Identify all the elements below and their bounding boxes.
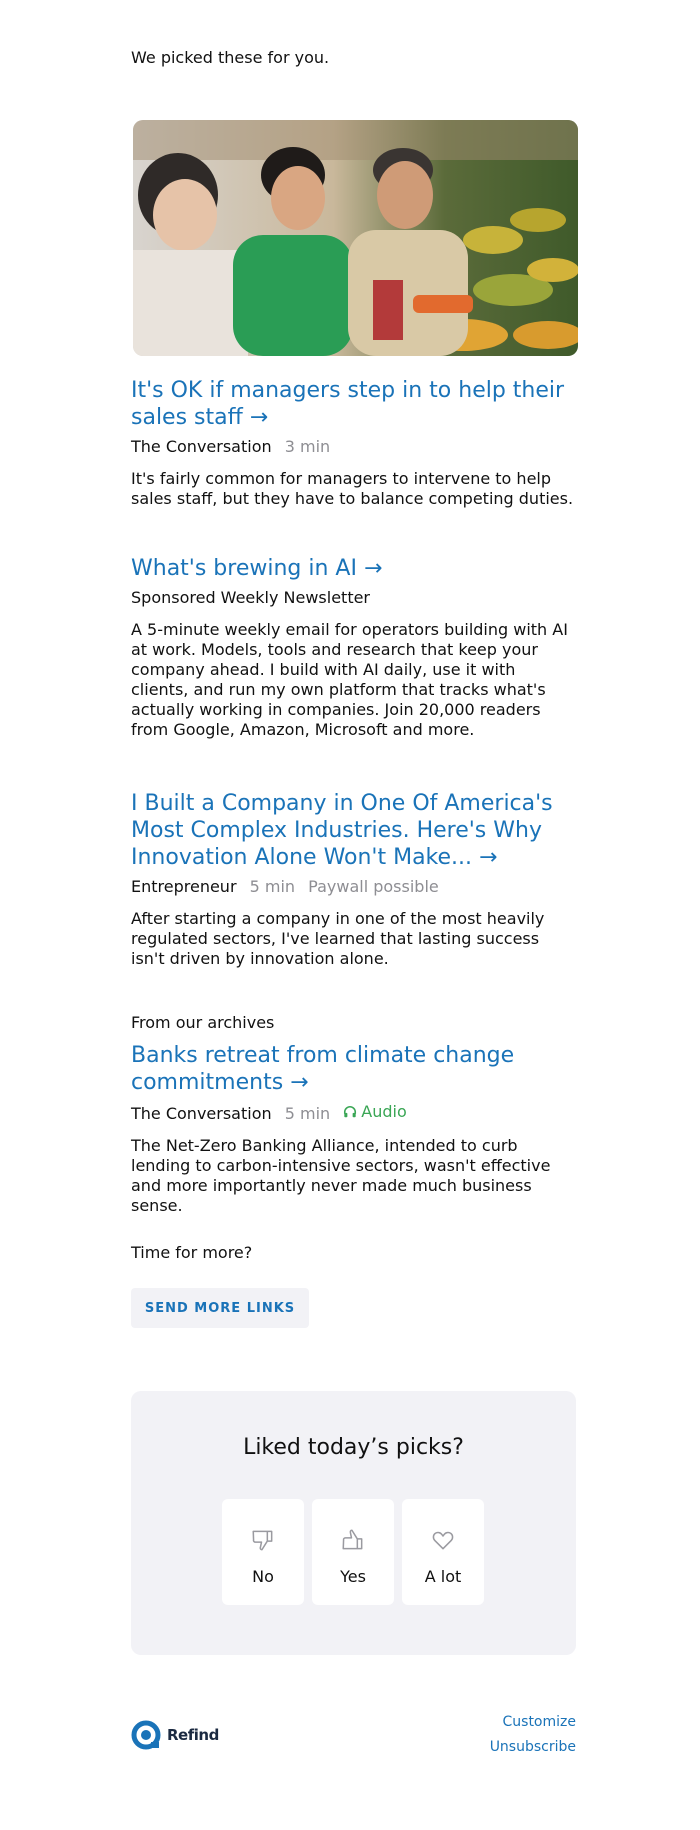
- article-meta: [131, 437, 576, 457]
- article-meta: [131, 1102, 576, 1124]
- paywall-note: Paywall possible: [308, 877, 439, 896]
- read-time: 5 min: [284, 1104, 331, 1123]
- archives-label: From our archives: [131, 1013, 275, 1032]
- headphones-icon: [343, 1105, 357, 1119]
- feedback-heading: Liked today’s picks?: [243, 1435, 464, 1460]
- article-description: It's fairly common for managers to intervene to help sales staff, but they have to balance competing duties.: [131, 469, 574, 508]
- feedback-label: No: [252, 1567, 274, 1586]
- thumbs-down-icon: [250, 1527, 276, 1553]
- more-prompt: Time for more?: [131, 1243, 253, 1262]
- audio-link[interactable]: [343, 1102, 406, 1122]
- article-item: [131, 790, 576, 969]
- unsubscribe-link[interactable]: Unsubscribe: [489, 1739, 576, 1755]
- article-description: A 5-minute weekly email for operators building with AI at work. Models, tools and research that keep your company ahead. I build with AI daily, use it with clients, and run my own platform that tracks what's actually working in companies. Join 20,000 readers from Google, Amazon, Microsoft and more.: [131, 620, 568, 739]
- feedback-panel: [131, 1391, 576, 1655]
- article-source: Sponsored Weekly Newsletter: [131, 588, 371, 607]
- feedback-yes-button[interactable]: [312, 1499, 394, 1605]
- heart-icon: [430, 1527, 456, 1553]
- refind-logo-icon: [131, 1720, 161, 1750]
- article-meta: [131, 877, 576, 897]
- thumbs-up-icon: [340, 1527, 366, 1553]
- article-title-link[interactable]: What's brewing in AI →: [131, 556, 383, 581]
- read-time: 5 min: [249, 877, 296, 896]
- feedback-label: Yes: [340, 1567, 366, 1586]
- intro-text: We picked these for you.: [131, 48, 330, 67]
- article-source: The Conversation: [131, 437, 272, 456]
- feedback-label: A lot: [424, 1567, 462, 1586]
- article-item: [131, 377, 576, 509]
- article-source: The Conversation: [131, 1104, 272, 1123]
- article-meta: [131, 588, 576, 608]
- article-title-link[interactable]: I Built a Company in One Of America's Most Complex Industries. Here's Why Innovation Alone Won't Make... →: [131, 791, 553, 870]
- feedback-a-lot-button[interactable]: [402, 1499, 484, 1605]
- article-source: Entrepreneur: [131, 877, 237, 896]
- article-title-link[interactable]: It's OK if managers step in to help their sales staff →: [131, 378, 565, 430]
- article-item: [131, 1042, 576, 1216]
- article-hero-image[interactable]: [133, 120, 578, 356]
- read-time: 3 min: [284, 437, 331, 456]
- send-more-links-button[interactable]: SEND MORE LINKS: [131, 1288, 309, 1328]
- sponsored-item: [131, 555, 576, 740]
- customize-link[interactable]: Customize: [502, 1714, 576, 1730]
- footer-links: [490, 1710, 576, 1760]
- market-photo: [133, 120, 578, 356]
- article-description: After starting a company in one of the most heavily regulated sectors, I've learned that lasting success isn't driven by innovation alone.: [131, 909, 545, 968]
- audio-label: Audio: [361, 1102, 407, 1121]
- feedback-no-button[interactable]: [222, 1499, 304, 1605]
- brand-name: Refind: [167, 1726, 219, 1744]
- article-title-link[interactable]: Banks retreat from climate change commitments →: [131, 1043, 515, 1095]
- refind-logo[interactable]: [131, 1720, 219, 1750]
- article-description: The Net-Zero Banking Alliance, intended to curb lending to carbon-intensive sectors, wasn't effective and more importantly never made much business sense.: [131, 1136, 551, 1215]
